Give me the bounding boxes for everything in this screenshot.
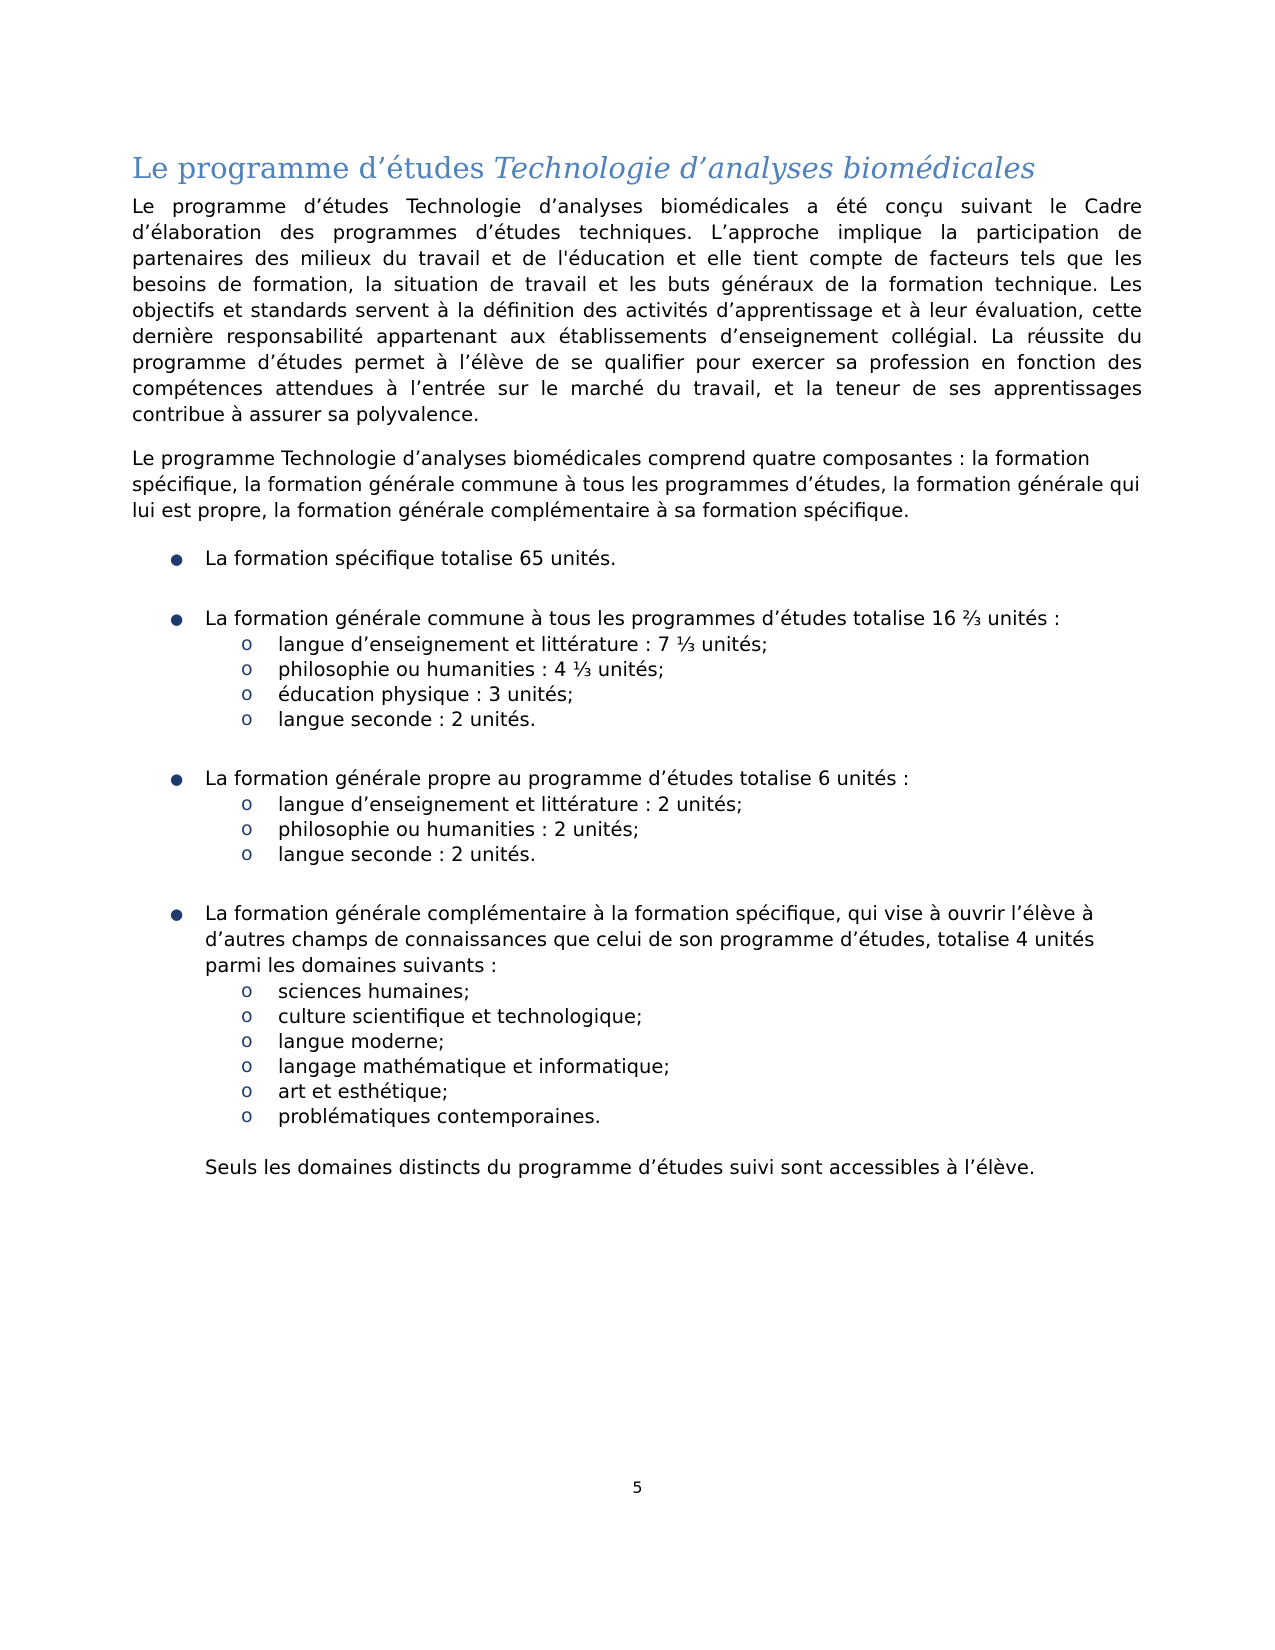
section-heading	[132, 150, 1142, 186]
circle-bullet-icon: o	[241, 843, 253, 865]
circle-bullet-icon: o	[241, 1055, 253, 1077]
sub-list-item-text: langue d’enseignement et littérature : 7 ⅓ unités;	[278, 633, 768, 656]
sub-list-item-text: langue seconde : 2 unités.	[278, 708, 536, 731]
circle-bullet-icon: o	[241, 818, 253, 840]
components-list	[132, 546, 1142, 1129]
circle-bullet-icon: o	[241, 1105, 253, 1127]
sub-list-item	[205, 1004, 1142, 1029]
sub-list-item-text: philosophie ou humanities : 4 ⅓ unités;	[278, 658, 665, 681]
bullet-icon: ●	[170, 550, 184, 568]
sub-list	[205, 979, 1142, 1129]
sub-list-item-text: éducation physique : 3 unités;	[278, 683, 574, 706]
circle-bullet-icon: o	[241, 683, 253, 705]
sub-list-item-text: langue moderne;	[278, 1030, 445, 1053]
circle-bullet-icon: o	[241, 633, 253, 655]
heading-program-name: Technologie d’analyses biomédicales	[493, 151, 1036, 185]
bullet-icon: ●	[170, 905, 184, 923]
heading-prefix: Le programme d’études	[132, 151, 494, 185]
components-paragraph: Le programme Technologie d’analyses biomédicales comprend quatre composantes : la formation spécifique, la formation générale commune à tous les programmes d’études, la formation générale qui lui est propre, la formation générale complémentaire à sa formation spécifique.	[132, 447, 1140, 522]
list-item-text: La formation générale commune à tous les programmes d’études totalise 16 ⅔ unités :	[205, 607, 1061, 630]
sub-list-item	[205, 657, 1142, 682]
sub-list-item-text: culture scientifique et technologique;	[278, 1005, 643, 1028]
sub-list-item	[205, 817, 1142, 842]
sub-list-item	[205, 1054, 1142, 1079]
sub-list-item	[205, 979, 1142, 1004]
circle-bullet-icon: o	[241, 1030, 253, 1052]
sub-list-item	[205, 1079, 1142, 1104]
sub-list-item-text: problématiques contemporaines.	[278, 1105, 601, 1128]
sub-list-item-text: sciences humaines;	[278, 980, 470, 1003]
list-item-text: La formation spécifique totalise 65 unités.	[205, 547, 617, 570]
sub-list-item-text: art et esthétique;	[278, 1080, 449, 1103]
circle-bullet-icon: o	[241, 793, 253, 815]
sub-list	[205, 792, 1142, 867]
sub-list-item	[205, 842, 1142, 867]
sub-list-item	[205, 632, 1142, 657]
intro-paragraph: Le programme d’études Technologie d’analyses biomédicales a été conçu suivant le Cadre d’élaboration des programmes d’études techniques. L’approche implique la participation de partenaires des milieux du travail et de l'éducation et elle tient compte de facteurs tels que les besoins de formation, la situation de travail et les buts généraux de la formation technique. Les objectifs et standards servent à la définition des activités d’apprentissage et à leur évaluation, cette dernière responsabilité appartenant aux établissements d’enseignement collégial. La réussite du programme d’études permet à l’élève de se qualifier pour exercer sa profession en fonction des compétences attendues à l’entrée sur le marché du travail, et la teneur de ses apprentissages contribue à assurer sa polyvalence.	[132, 195, 1142, 426]
list-item-program-general	[132, 766, 1142, 867]
sub-list-item-text: philosophie ou humanities : 2 unités;	[278, 818, 640, 841]
sub-list-item	[205, 1029, 1142, 1054]
sub-list	[205, 632, 1142, 732]
list-item-text: La formation générale complémentaire à la formation spécifique, qui vise à ouvrir l’élève à d’autres champs de connaissances que celui de son programme d’études, totalise 4 unités parmi les domaines suivants :	[205, 902, 1095, 977]
circle-bullet-icon: o	[241, 980, 253, 1002]
sub-list-item-text: langue seconde : 2 unités.	[278, 843, 536, 866]
circle-bullet-icon: o	[241, 658, 253, 680]
sub-list-item	[205, 792, 1142, 817]
sub-list-item-text: langue d’enseignement et littérature : 2 unités;	[278, 793, 743, 816]
list-item-common-general	[132, 606, 1142, 732]
list-item-text: La formation générale propre au programme d’études totalise 6 unités :	[205, 767, 910, 790]
sub-list-item-text: langage mathématique et informatique;	[278, 1055, 670, 1078]
page-number: 5	[632, 1478, 643, 1497]
circle-bullet-icon: o	[241, 1005, 253, 1027]
accessibility-note: Seuls les domaines distincts du programme d’études suivi sont accessibles à l’élève.	[205, 1156, 1036, 1179]
list-item-specific	[132, 546, 1142, 572]
page-content	[132, 150, 1142, 1201]
sub-list-item	[205, 1104, 1142, 1129]
list-item-complementary-general	[132, 901, 1142, 1129]
sub-list-item	[205, 682, 1142, 707]
bullet-icon: ●	[170, 770, 184, 788]
sub-list-item	[205, 707, 1142, 732]
circle-bullet-icon: o	[241, 708, 253, 730]
bullet-icon: ●	[170, 610, 184, 628]
circle-bullet-icon: o	[241, 1080, 253, 1102]
